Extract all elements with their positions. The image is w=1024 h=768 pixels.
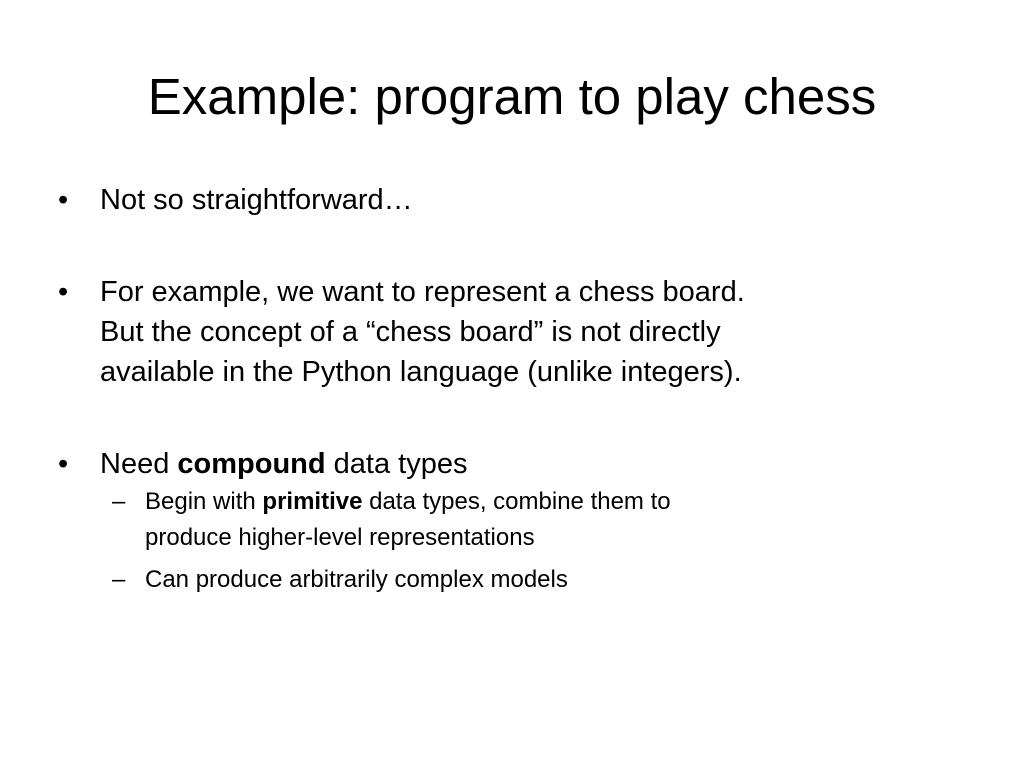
sub-bullet-marker: – xyxy=(112,488,126,515)
bullet-marker: • xyxy=(58,276,69,308)
sub-bullet-text-line: produce higher-level representations xyxy=(145,524,535,551)
bullet-text-bold: compound xyxy=(177,448,326,480)
sub-bullet-marker: – xyxy=(112,566,126,593)
sub-bullet-item xyxy=(100,562,988,598)
bullet-text-suffix: data types xyxy=(325,448,468,480)
slide-title: Example: program to play chess xyxy=(147,68,877,125)
sub-bullet-text-prefix: Begin with xyxy=(145,488,263,515)
bullet-text-prefix: Need xyxy=(100,448,178,480)
sub-bullet-item xyxy=(100,484,988,556)
sub-bullet-list xyxy=(58,484,988,598)
sub-bullet-text-bold: primitive xyxy=(262,488,363,515)
bullet-item xyxy=(58,180,988,220)
bullet-text: Not so straightforward… xyxy=(100,184,413,216)
bullet-marker: • xyxy=(58,448,69,480)
bullet-text-line: For example, we want to represent a chess board. xyxy=(100,276,745,308)
sub-bullet-text-suffix: data types, combine them to xyxy=(362,488,671,515)
sub-bullet-text: Can produce arbitrarily complex models xyxy=(145,566,568,593)
bullet-item xyxy=(58,444,988,484)
slide-body xyxy=(58,180,988,598)
bullet-text-line: But the concept of a “chess board” is not directly xyxy=(100,316,721,348)
bullet-marker: • xyxy=(58,184,69,216)
bullet-text-line: available in the Python language (unlike integers). xyxy=(100,356,742,388)
sub-bullet-text-line xyxy=(145,484,988,520)
bullet-item xyxy=(58,272,988,392)
